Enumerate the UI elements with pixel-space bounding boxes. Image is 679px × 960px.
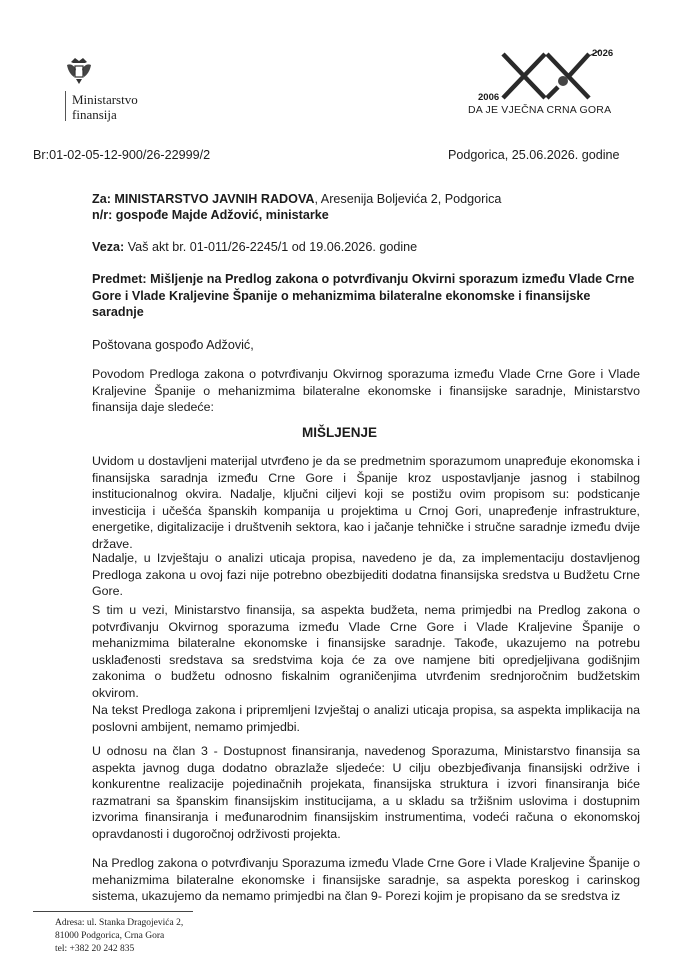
logo-year-right: 2026 xyxy=(592,48,614,59)
logo-slogan: DA JE VJEČNA CRNA GORA xyxy=(468,104,612,116)
coat-of-arms-icon xyxy=(62,53,96,87)
ministry-vertical-rule xyxy=(65,91,66,121)
recipient-address: , Aresenija Boljevića 2, Podgorica xyxy=(314,192,502,206)
attention-line xyxy=(92,208,329,222)
predmet-block xyxy=(92,271,644,321)
za-label: Za: xyxy=(92,192,111,206)
body-paragraph-5: U odnosu na član 3 - Dostupnost finansiranja, navedenog Sporazuma, Ministarstvo finansija sa aspekta javnog duga dodatno obrazlaže sljedeće: U cilju obezbjeđivanja finansijski održive i konkurentne realizacije pojedinačnih projekata, finansijska struktura i izvori finansiranja biće razmatrani sa španskim finansijskim institucijama, a u skladu sa tržišnim uslovima i dostupnim izvorima finansiranja i međunarodnim finansijskim instrumentima, vodeći računa o ekonomskoj opravdanosti i dugoročnoj održivosti projekta. xyxy=(92,744,640,841)
reference-number: Br:01-02-05-12-900/26-22999/2 xyxy=(33,148,211,162)
attention-name: gospođe Majde Adžović, ministarke xyxy=(115,208,329,222)
logo-year-left: 2006 xyxy=(478,92,500,103)
salutation: Poštovana gospođo Adžović, xyxy=(92,338,254,352)
place-date: Podgorica, 25.06.2026. godine xyxy=(448,148,620,162)
nr-label: n/r: xyxy=(92,208,113,222)
veza-text: Vaš akt br. 01-011/26-2245/1 od 19.06.2026. godine xyxy=(124,240,418,254)
footer-phone: tel: +382 20 242 835 xyxy=(55,944,135,954)
section-heading: MIŠLJENJE xyxy=(301,425,378,440)
body-paragraph-1: Uvidom u dostavljeni materijal utvrđeno je da se predmetnim sporazumom unapređuje ekonomska i finansijska saradnja između Crne Gore i Španije kroz uspostavljanje jasnog i stabilnog institucionalnog okvira. Nadalje, ključni ciljevi koji se postižu ovim propisom su: podsticanje investicija i učešća španskih kompanija u projektima u Crnoj Gori, unapređenje infrastrukture, energetike, digitalizacije i društvenih sektora, kao i jačanje tehničke i stručne saradnje između dvije države. xyxy=(92,454,640,551)
footer-address-line2: 81000 Podgorica, Crna Gora xyxy=(55,931,165,941)
predmet-text: Mišljenje na Predlog zakona o potvrđivanju Okvirni sporazum između Vlade Crne Gore i Vlade Kraljevine Španije o mehanizmima bilateralne ekonomske i finansijske saradnje xyxy=(92,272,635,320)
intro-paragraph: Povodom Predloga zakona o potvrđivanju Okvirnog sporazuma između Vlade Crne Gore i Vlade Kraljevine Španije o mehanizmima bilateralne ekonomske i finansijske saradnje, Ministarstvo finansija daje sledeće: xyxy=(92,367,640,415)
body-paragraph-2: Nadalje, u Izvještaju o analizi uticaja propisa, navedeno je da, za implementaciju dostavljenog Predloga zakona u ovoj fazi nije potrebno obezbijediti dodatna finansijska sredstva u Budžetu Crne Gore. xyxy=(92,551,640,599)
coat-of-arms-logo xyxy=(62,53,96,87)
ministry-name-line2: finansija xyxy=(72,107,117,122)
ministry-name-line1: Ministarstvo xyxy=(72,92,138,107)
veza-line xyxy=(92,240,417,254)
predmet-label: Predmet: xyxy=(92,272,147,286)
recipient-line xyxy=(92,192,501,206)
veza-label: Veza: xyxy=(92,240,125,254)
footer-address-line1: Adresa: ul. Stanka Dragojevića 2, xyxy=(55,918,184,928)
anniversary-logo xyxy=(485,50,625,112)
xx-emblem-icon xyxy=(485,50,625,112)
footer-rule xyxy=(33,911,193,912)
body-paragraph-6: Na Predlog zakona o potvrđivanju Sporazuma između Vlade Crne Gore i Vlade Kraljevine Španije o mehanizmima bilateralne ekonomske i finansijske saradnje, sa aspekta poreskog i carinskog sistema, ukazujemo da nemamo primjedbi na član 9- Porezi kojim je propisano da se sredstva iz xyxy=(92,856,640,904)
body-paragraph-3: S tim u vezi, Ministarstvo finansija, sa aspekta budžeta, nema primjedbi na Predlog zakona o potvrđivanju Okvirnog sporazuma između Vlade Crne Gore i Vlade Kraljevine Španije o mehanizmima bilateralne ekonomske i finansijske saradnje. Takođe, ukazujemo na potrebu usklađenosti sredstava sa sredstvima koja će za ove namjene biti opredjeljivana godišnjim zakonima o budžetu odnosno fiskalnim ograničenjima utvrđenim srednjoročnim budžetskim okvirom. xyxy=(92,603,640,700)
recipient-name: MINISTARSTVO JAVNIH RADOVA xyxy=(114,192,315,206)
body-paragraph-4: Na tekst Predloga zakona i pripremljeni Izvještaj o analizi uticaja propisa, sa aspekta implikacija na poslovni ambijent, nemamo primjedbi. xyxy=(92,703,640,734)
